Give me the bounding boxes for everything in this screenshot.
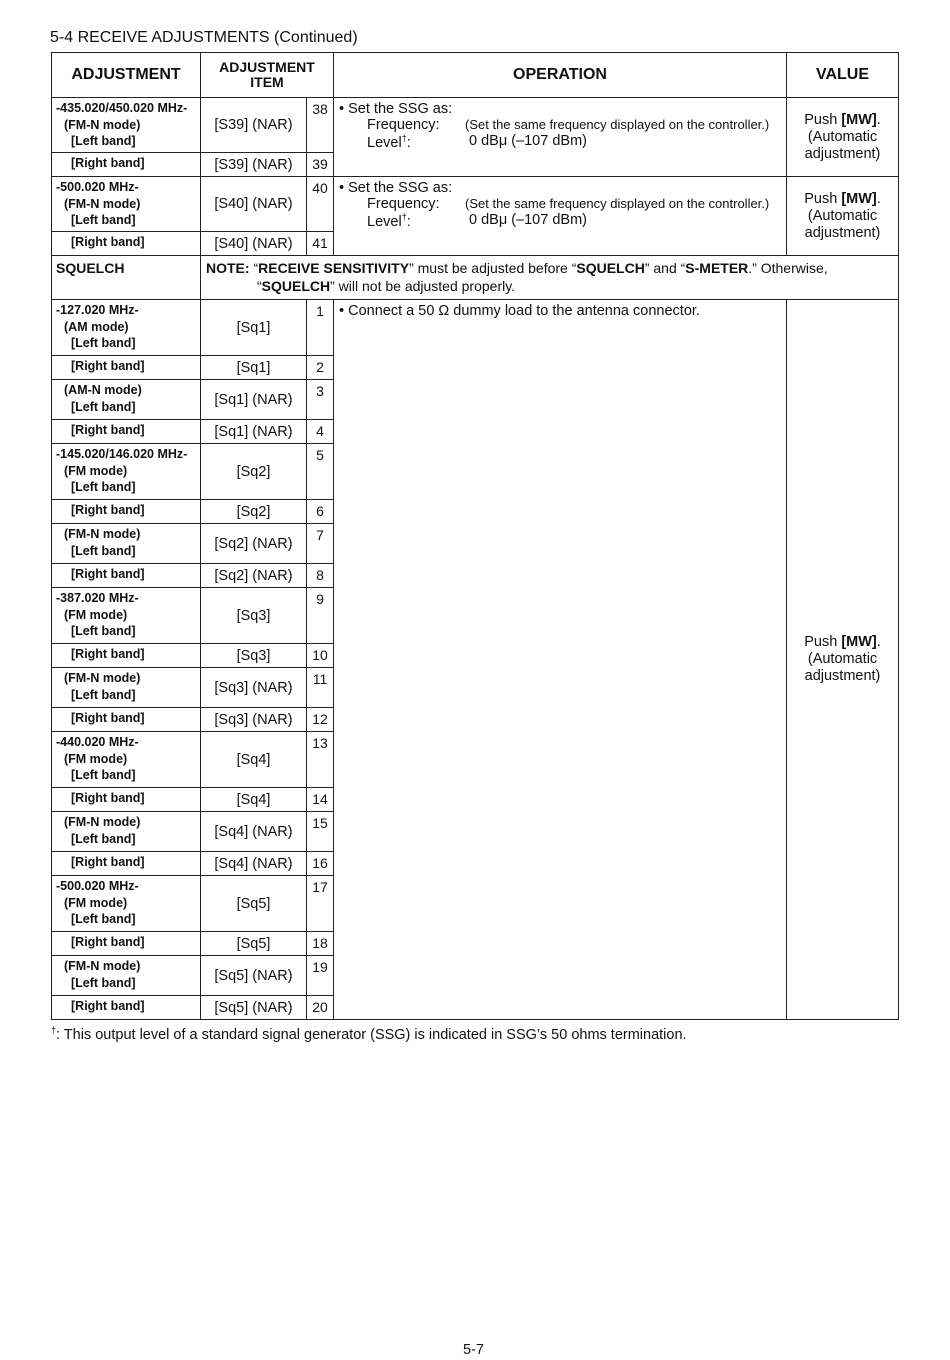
mode-label: (FM-N mode) — [64, 815, 141, 829]
adjustment-cell — [52, 524, 201, 564]
band-label: [Right band] — [71, 503, 145, 517]
adjustment-cell — [52, 812, 201, 852]
item-cell: [Sq1] — [201, 300, 307, 356]
num-cell: 41 — [307, 232, 334, 256]
band-label: [Left band] — [71, 399, 136, 414]
squelch-note: NOTE: “RECEIVE SENSITIVITY” must be adjusted before “SQUELCH” and “S-METER.” Otherwise, “SQUELCH” will not be adjusted properly. — [201, 256, 899, 300]
item-cell: [Sq1] (NAR) — [201, 380, 307, 420]
adjustment-cell — [52, 852, 201, 876]
adjustment-cell — [52, 588, 201, 644]
num-cell: 14 — [307, 788, 334, 812]
item-cell: [Sq4] (NAR) — [201, 852, 307, 876]
num-cell: 7 — [307, 524, 334, 564]
band-label: [Left band] — [71, 975, 136, 990]
mode-label: (FM mode) — [64, 463, 128, 478]
num-cell: 2 — [307, 356, 334, 380]
item-cell: [Sq5] (NAR) — [201, 996, 307, 1020]
ssg-bullet: • Set the SSG as: — [339, 101, 453, 117]
num-cell: 1 — [307, 300, 334, 356]
num-cell: 19 — [307, 956, 334, 996]
num-cell: 8 — [307, 564, 334, 588]
num-cell: 5 — [307, 444, 334, 500]
table-row — [52, 98, 899, 153]
band-label: [Right band] — [71, 235, 145, 249]
adjustment-cell — [52, 444, 201, 500]
value-cell: Push [MW]. (Automatic adjustment) — [787, 177, 899, 256]
adjustment-cell — [52, 668, 201, 708]
item-cell: [Sq4] — [201, 732, 307, 788]
adjustment-cell — [52, 996, 201, 1020]
adjustment-cell — [52, 356, 201, 380]
band-label: [Left band] — [71, 624, 136, 638]
num-cell: 38 — [307, 98, 334, 153]
mode-label: (FM-N mode) — [64, 117, 141, 132]
band-label: [Left band] — [71, 912, 136, 926]
mode-label: (FM-N mode) — [64, 527, 141, 541]
band-label: [Left band] — [71, 768, 136, 782]
col-value: VALUE — [787, 53, 899, 98]
item-cell: [Sq5] — [201, 932, 307, 956]
band-label: [Right band] — [71, 711, 145, 725]
table-row — [52, 300, 899, 356]
freq-label: -435.020/450.020 MHz- — [56, 101, 188, 115]
num-cell: 6 — [307, 500, 334, 524]
level-value: 0 dBμ (–107 dBm) — [469, 212, 587, 228]
level-label-op: Level†: — [367, 212, 411, 230]
band-label: [Right band] — [71, 423, 145, 437]
item-cell: [Sq3] — [201, 588, 307, 644]
value-cell: Push [MW]. (Automatic adjustment) — [787, 300, 899, 1020]
ssg-bullet: • Set the SSG as: — [339, 180, 453, 196]
col-adjustment-item — [201, 53, 334, 98]
num-cell: 15 — [307, 812, 334, 852]
num-cell: 39 — [307, 153, 334, 177]
level-value: 0 dBμ (–107 dBm) — [469, 133, 587, 149]
level-label-op: Level†: — [367, 133, 411, 151]
freq-label: -500.020 MHz- — [56, 879, 139, 893]
page-number: 5-7 — [463, 1342, 484, 1358]
item-cell: [Sq4] (NAR) — [201, 812, 307, 852]
col-adjustment: ADJUSTMENT — [52, 53, 201, 98]
num-cell: 16 — [307, 852, 334, 876]
table-row — [52, 177, 899, 232]
footnote-mark: † — [51, 1025, 57, 1035]
adjustment-cell — [52, 380, 201, 420]
num-cell: 40 — [307, 177, 334, 232]
band-label: [Right band] — [71, 791, 145, 805]
num-cell: 12 — [307, 708, 334, 732]
item-cell: [Sq2] — [201, 444, 307, 500]
num-cell: 3 — [307, 380, 334, 420]
freq-label-op: Frequency: — [367, 117, 440, 133]
mode-label: (AM-N mode) — [64, 383, 142, 397]
num-cell: 11 — [307, 668, 334, 708]
freq-label: -440.020 MHz- — [56, 735, 139, 749]
band-label: [Left band] — [71, 831, 136, 846]
num-cell: 9 — [307, 588, 334, 644]
receive-adjustments-table — [51, 52, 899, 1020]
freq-label: -127.020 MHz- — [56, 303, 139, 317]
operation-cell — [334, 177, 787, 256]
squelch-note-row — [52, 256, 899, 300]
freq-label-op: Frequency: — [367, 196, 440, 212]
item-cell: [S39] (NAR) — [201, 98, 307, 153]
num-cell: 13 — [307, 732, 334, 788]
band-label: [Right band] — [71, 935, 145, 949]
band-label: [Left band] — [71, 480, 136, 494]
band-label: [Right band] — [71, 999, 145, 1013]
operation-cell — [334, 98, 787, 177]
value-cell: Push [MW]. (Automatic adjustment) — [787, 98, 899, 177]
item-cell: [S40] (NAR) — [201, 177, 307, 232]
adjustment-cell — [52, 788, 201, 812]
mode-label: (FM-N mode) — [64, 196, 141, 211]
adjustment-cell — [52, 732, 201, 788]
band-label: [Right band] — [71, 647, 145, 661]
col-item-line1: ADJUSTMENT — [219, 59, 315, 75]
item-cell: [Sq5] (NAR) — [201, 956, 307, 996]
num-cell: 10 — [307, 644, 334, 668]
num-cell: 20 — [307, 996, 334, 1020]
page-heading: 5-4 RECEIVE ADJUSTMENTS (Continued) — [50, 29, 358, 46]
item-cell: [Sq3] (NAR) — [201, 708, 307, 732]
freq-label: -145.020/146.020 MHz- — [56, 447, 188, 461]
header-row — [52, 53, 899, 98]
adjustment-cell — [52, 564, 201, 588]
col-operation: OPERATION — [334, 53, 787, 98]
item-cell: [Sq2] — [201, 500, 307, 524]
item-cell: [Sq1] — [201, 356, 307, 380]
band-label: [Left band] — [71, 336, 136, 350]
mode-label: (FM mode) — [64, 895, 128, 910]
band-label: [Right band] — [71, 567, 145, 581]
adjustment-cell — [52, 177, 201, 232]
item-cell: [Sq3] — [201, 644, 307, 668]
adjustment-cell — [52, 232, 201, 256]
adjustment-cell — [52, 500, 201, 524]
adjustment-cell — [52, 932, 201, 956]
adjustment-cell — [52, 420, 201, 444]
item-cell: [S40] (NAR) — [201, 232, 307, 256]
item-cell: [S39] (NAR) — [201, 153, 307, 177]
footnote — [51, 1025, 687, 1043]
freq-value: (Set the same frequency displayed on the controller.) — [465, 117, 770, 132]
mode-label: (FM-N mode) — [64, 671, 141, 685]
band-label: [Left band] — [71, 687, 136, 702]
item-cell: [Sq4] — [201, 788, 307, 812]
band-label: [Left band] — [71, 134, 136, 148]
adjustment-cell — [52, 956, 201, 996]
freq-value: (Set the same frequency displayed on the controller.) — [465, 196, 770, 211]
band-label: [Right band] — [71, 855, 145, 869]
footnote-text: : This output level of a standard signal generator (SSG) is indicated in SSG’s 50 ohms termination. — [56, 1026, 687, 1043]
item-cell: [Sq2] (NAR) — [201, 524, 307, 564]
adjustment-cell — [52, 300, 201, 356]
item-cell: [Sq1] (NAR) — [201, 420, 307, 444]
band-label: [Left band] — [71, 213, 136, 227]
adjustment-cell — [52, 644, 201, 668]
adjustment-cell — [52, 876, 201, 932]
num-cell: 18 — [307, 932, 334, 956]
freq-label: -500.020 MHz- — [56, 180, 139, 194]
num-cell: 17 — [307, 876, 334, 932]
item-cell: [Sq3] (NAR) — [201, 668, 307, 708]
item-cell: [Sq5] — [201, 876, 307, 932]
mode-label: (FM-N mode) — [64, 959, 141, 973]
operation-cell: • Connect a 50 Ω dummy load to the antenna connector. — [334, 300, 787, 1020]
band-label: [Left band] — [71, 543, 136, 558]
adjustment-cell — [52, 708, 201, 732]
freq-label: -387.020 MHz- — [56, 591, 139, 605]
mode-label: (AM mode) — [64, 319, 129, 334]
band-label: [Right band] — [71, 156, 145, 170]
mode-label: (FM mode) — [64, 607, 128, 622]
band-label: [Right band] — [71, 359, 145, 373]
item-cell: [Sq2] (NAR) — [201, 564, 307, 588]
mode-label: (FM mode) — [64, 751, 128, 766]
num-cell: 4 — [307, 420, 334, 444]
col-item-line2: ITEM — [250, 74, 284, 90]
squelch-label: SQUELCH — [52, 256, 201, 300]
adjustment-cell — [52, 153, 201, 177]
adjustment-cell — [52, 98, 201, 153]
